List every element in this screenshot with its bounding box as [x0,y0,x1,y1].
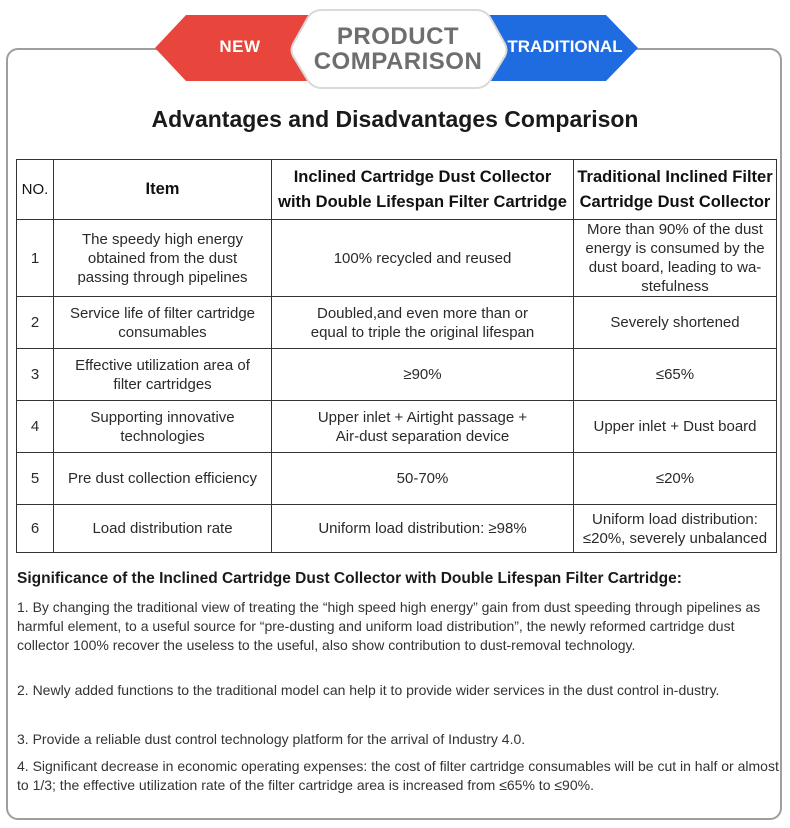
traditional-label: TRADITIONAL [507,37,623,56]
header-inclined: Inclined Cartridge Dust Collector with Double Lifespan Filter Cartridge [272,160,574,220]
row-no: 1 [17,220,54,297]
table-row [17,220,777,297]
row-traditional: ≤20% [574,453,777,505]
row-inclined: ≥90% [272,349,574,401]
row-inclined: Upper inlet + Airtight passage + Air-dust separation device [272,401,574,453]
row-item: Service life of filter cartridge consumables [54,297,272,349]
row-traditional: More than 90% of the dust energy is consumed by the dust board, leading to wa-stefulness [574,220,777,297]
page-title: Advantages and Disadvantages Comparison [151,106,639,132]
row-inclined: 50-70% [272,453,574,505]
new-label: NEW [219,37,261,56]
table-row [17,297,777,349]
row-traditional: Severely shortened [574,297,777,349]
row-item: Effective utilization area of filter cartridges [54,349,272,401]
row-item: Load distribution rate [54,505,272,553]
significance-point-3: 3. Provide a reliable dust control technology platform for the arrival of Industry 4.0. [17,731,526,747]
row-traditional: ≤65% [574,349,777,401]
badge-line-1: PRODUCT [336,23,460,50]
comparison-table [16,159,777,553]
table-row [17,505,777,553]
header-item: Item [54,160,272,220]
row-traditional: Uniform load distribution: ≤20%, severely unbalanced [574,505,777,553]
significance-point-2: 2. Newly added functions to the traditional model can help it to provide wider services in the dust control in-dustry. [17,682,720,698]
row-no: 2 [17,297,54,349]
table-row [17,349,777,401]
row-inclined: Uniform load distribution: ≥98% [272,505,574,553]
table-header-row [17,160,777,220]
row-item: Pre dust collection efficiency [54,453,272,505]
comparison-banner [0,0,790,90]
row-traditional: Upper inlet + Dust board [574,401,777,453]
row-no: 5 [17,453,54,505]
row-item: The speedy high energy obtained from the dust passing through pipelines [54,220,272,297]
row-inclined: Doubled,and even more than or equal to triple the original lifespan [272,297,574,349]
row-no: 3 [17,349,54,401]
row-no: 6 [17,505,54,553]
significance-title: Significance of the Inclined Cartridge Dust Collector with Double Lifespan Filter Cartridge: [17,570,682,587]
header-traditional: Traditional Inclined Filter Cartridge Dust Collector [574,160,777,220]
row-no: 4 [17,401,54,453]
significance-point-1: 1. By changing the traditional view of treating the “high speed high energy” gain from dust speeding through pipelines as harmful element, to a useful source for “pre-dusting and uniform load distribution”, the newly reformed cartridge dust collector 100% recover the useless to the useful, also show contribution to dust-removal technology. [17,599,761,653]
comparison-badge-text [298,24,498,74]
table-row [17,401,777,453]
significance-point-4: 4. Significant decrease in economic operating expenses: the cost of filter cartridge consumables will be cut in half or almost to 1/3; the effective utilization rate of the filter cartridge area is increased from ≤65% to ≤90%. [17,758,779,793]
badge-line-2: COMPARISON [313,48,483,75]
row-item: Supporting innovative technologies [54,401,272,453]
table-row [17,453,777,505]
row-inclined: 100% recycled and reused [272,220,574,297]
header-no: NO. [17,160,54,220]
